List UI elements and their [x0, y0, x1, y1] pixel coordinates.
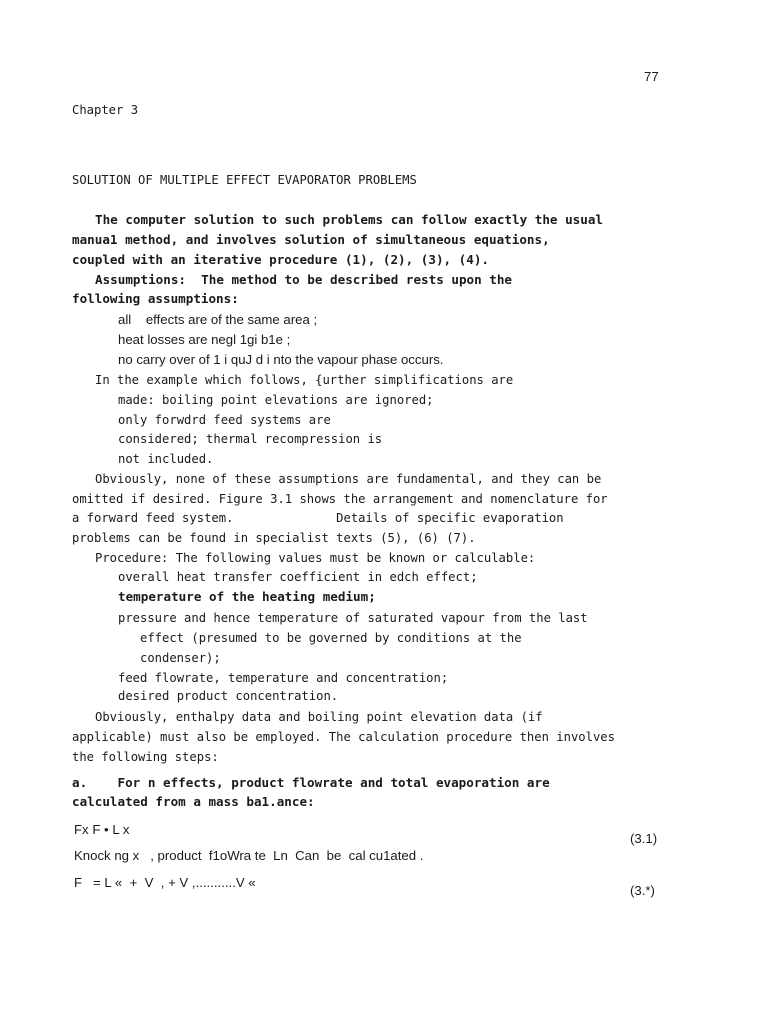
text-line: not included.	[118, 452, 214, 466]
text-line: considered; thermal recompression is	[118, 432, 383, 446]
text-line: applicable) must also be employed. The calculation procedure then involves	[72, 730, 615, 744]
text-line: Procedure: The following values must be known or calculable:	[95, 551, 536, 565]
text-line: Obviously, none of these assumptions are fundamental, and they can be	[95, 472, 602, 486]
text-line: overall heat transfer coefficient in edch effect;	[118, 570, 478, 584]
text-line: condenser);	[140, 651, 221, 665]
text-line: Assumptions: The method to be described rests upon the	[95, 272, 513, 287]
text-line: manua1 method, and involves solution of simultaneous equations,	[72, 232, 550, 247]
equation: Fx F • L x	[74, 822, 130, 837]
text-line: Knock ng x , product f1oWra te Ln Can be cal cu1ated .	[74, 848, 424, 863]
assumption-item: all effects are of the same area ;	[118, 312, 318, 327]
equation-number: (3.*)	[630, 883, 655, 898]
section-title: SOLUTION OF MULTIPLE EFFECT EVAPORATOR PROBLEMS	[72, 173, 417, 187]
text-line: temperature of the heating medium;	[118, 589, 376, 604]
text-line: In the example which follows, {urther simplifications are	[95, 373, 514, 387]
text-line: the following steps:	[72, 750, 219, 764]
text-line: made: boiling point elevations are ignored;	[118, 393, 434, 407]
text-line: omitted if desired. Figure 3.1 shows the arrangement and nomenclature for	[72, 492, 608, 506]
text-line: pressure and hence temperature of saturated vapour from the last	[118, 611, 588, 625]
chapter-heading: Chapter 3	[72, 103, 139, 117]
assumption-item: heat losses are negl 1gi b1e ;	[118, 332, 291, 347]
text-line: a forward feed system. Details of specific evaporation	[72, 511, 564, 525]
text-line: feed flowrate, temperature and concentration;	[118, 671, 449, 685]
text-line: only forwdrd feed systems are	[118, 413, 331, 427]
equation: F = L « + V , + V ,...........V «	[74, 875, 256, 890]
page-number: 77	[644, 69, 659, 84]
text-line: coupled with an iterative procedure (1), (2), (3), (4).	[72, 252, 490, 267]
text-line: The computer solution to such problems can follow exactly the usual	[95, 212, 603, 227]
text-line: problems can be found in specialist texts (5), (6) (7).	[72, 531, 476, 545]
equation-number: (3.1)	[630, 831, 658, 846]
text-line: following assumptions:	[72, 291, 239, 306]
text-line: effect (presumed to be governed by conditions at the	[140, 631, 522, 645]
text-line: desired product concentration.	[118, 689, 339, 703]
text-line: Obviously, enthalpy data and boiling point elevation data (if	[95, 710, 543, 724]
step-heading: calculated from a mass ba1.ance:	[72, 794, 315, 809]
assumption-item: no carry over of 1 i quJ d i nto the vapour phase occurs.	[118, 352, 444, 367]
step-heading: a. For n effects, product flowrate and total evaporation are	[72, 775, 550, 790]
